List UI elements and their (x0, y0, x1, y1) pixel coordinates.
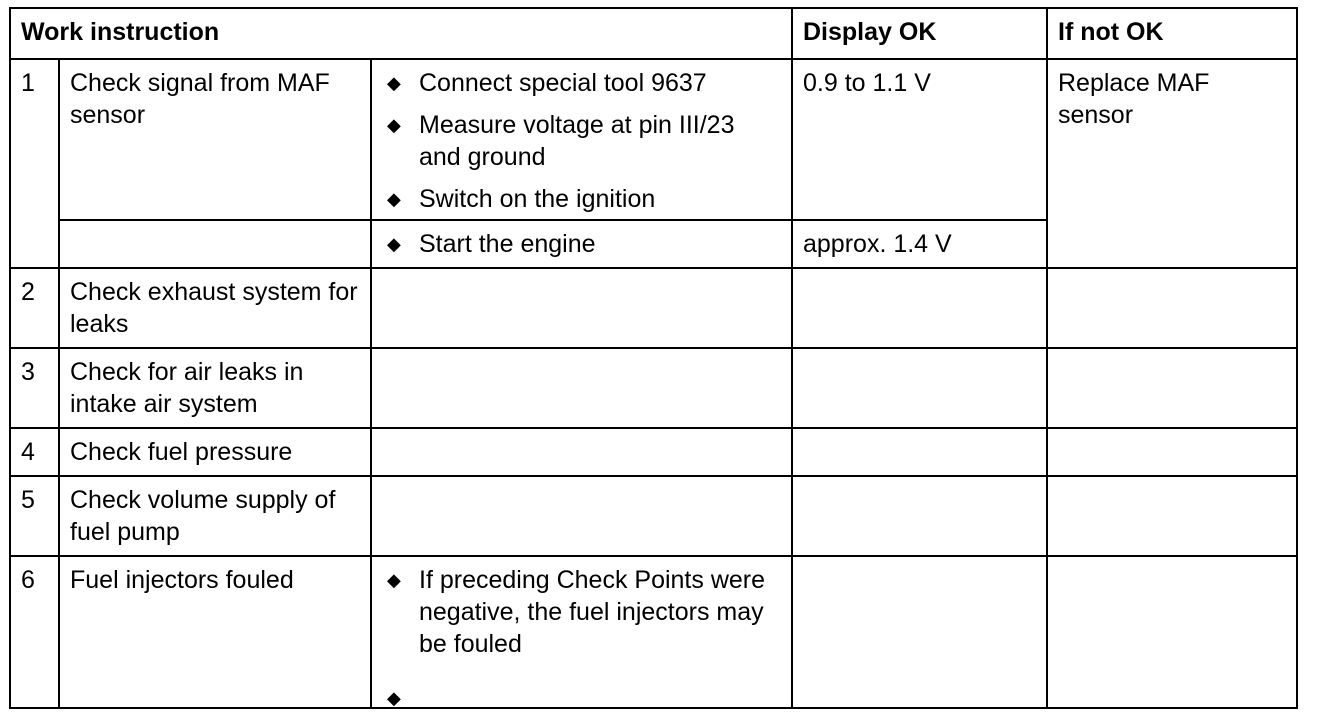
step-item (382, 67, 781, 99)
step-text: Switch on the ignition (419, 185, 656, 213)
table-row (10, 59, 1297, 220)
check-cell: Check exhaust system for leaks (59, 268, 371, 348)
display-ok-cell (792, 428, 1047, 476)
check-cell: Check signal from MAF sensor (59, 59, 371, 220)
display-ok-cell (792, 268, 1047, 348)
steps-cell (371, 59, 792, 220)
row-number: 4 (10, 428, 59, 476)
display-ok-cell (792, 348, 1047, 428)
steps-cell (371, 556, 792, 708)
step-text: Connect special tool 9637 (419, 69, 707, 97)
steps-cell (371, 220, 792, 268)
steps-cell (371, 268, 792, 348)
diamond-bullet-icon: ◆ (387, 115, 401, 135)
step-item (382, 228, 781, 260)
table-row (10, 476, 1297, 556)
table-row (10, 268, 1297, 348)
steps-cell (371, 428, 792, 476)
step-item (382, 564, 781, 660)
if-not-ok-cell (1047, 556, 1297, 708)
steps-list (382, 67, 781, 215)
if-not-ok-cell: Replace MAF sensor (1047, 59, 1297, 268)
diamond-bullet-icon: ◆ (387, 234, 401, 254)
check-cell: Check for air leaks in intake air system (59, 348, 371, 428)
diamond-bullet-icon: ◆ (387, 73, 401, 93)
header-if-not-ok: If not OK (1047, 8, 1297, 59)
row-number: 5 (10, 476, 59, 556)
header-display-ok: Display OK (792, 8, 1047, 59)
step-text: Start the engine (419, 230, 596, 258)
check-cell: Check volume supply of fuel pump (59, 476, 371, 556)
row-number: 3 (10, 348, 59, 428)
display-ok-cell: approx. 1.4 V (792, 220, 1047, 268)
header-work-instruction: Work instruction (10, 8, 792, 59)
check-cell: Fuel injectors fouled (59, 556, 371, 708)
table-row (10, 428, 1297, 476)
step-text: Measure voltage at pin III/23 and ground (419, 111, 735, 171)
diamond-bullet-icon: ◆ (387, 570, 401, 590)
row-number: 1 (10, 59, 59, 268)
row-number: 2 (10, 268, 59, 348)
steps-cell (371, 476, 792, 556)
table-row (10, 556, 1297, 708)
if-not-ok-cell (1047, 348, 1297, 428)
step-item (382, 183, 781, 215)
check-cell-empty (59, 220, 371, 268)
header-row (10, 8, 1297, 59)
display-ok-cell: 0.9 to 1.1 V (792, 59, 1047, 220)
step-item (382, 109, 781, 173)
if-not-ok-cell (1047, 268, 1297, 348)
steps-list (382, 564, 781, 708)
display-ok-cell (792, 476, 1047, 556)
check-cell: Check fuel pressure (59, 428, 371, 476)
if-not-ok-cell (1047, 476, 1297, 556)
display-ok-cell (792, 556, 1047, 708)
steps-list (382, 228, 781, 260)
table-row (10, 348, 1297, 428)
steps-cell (371, 348, 792, 428)
step-text: If preceding Check Points were negative, the fuel injectors may be fouled (419, 566, 766, 658)
diamond-bullet-icon: ◆ (387, 189, 401, 209)
diamond-bullet-icon: ◆ (387, 688, 401, 708)
row-number: 6 (10, 556, 59, 708)
if-not-ok-cell (1047, 428, 1297, 476)
work-instruction-table (9, 7, 1298, 709)
